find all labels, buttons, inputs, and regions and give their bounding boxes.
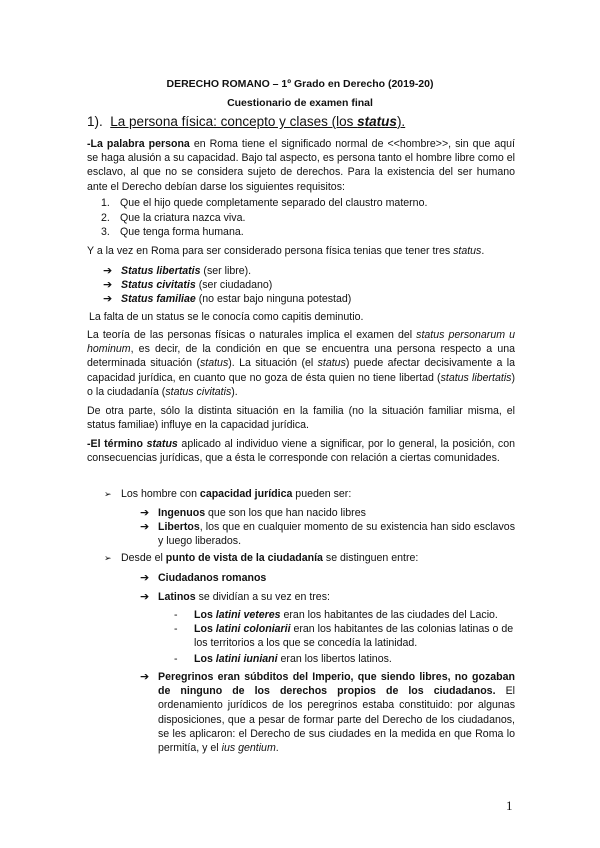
arrow-icon: ➔: [140, 671, 150, 683]
list-item: ➔ Status libertatis (ser libre).: [103, 265, 252, 277]
list-item: ➔ Ciudadanos romanos: [140, 572, 267, 584]
paragraph-status: Y a la vez en Roma para ser considerado persona física tenias que tener tres status.: [87, 245, 485, 257]
paragraph-teoria: La teoría de las personas físicas o naturales implica el examen del status personarum u hominum, es decir, de la condición en que se encuentra una persona respecto a una determinada situación (status). La situación (el status) puede afectar decisivamente a la capacidad jurídica, en cuanto que no goza de ésta quien no tiene libertad (status libertatis) o la ciudadanía (status civitatis).: [87, 329, 516, 398]
arrow-icon: ➔: [140, 572, 150, 584]
paragraph-familia: De otra parte, sólo la distinta situación en la familia (no la situación familiar misma, el status familiae) influye en la capacidad jurídica.: [87, 405, 515, 432]
section-title: La persona física: concepto y clases (los status).: [110, 114, 406, 129]
list-item: ➔ Latinos se dividían a su vez en tres:: [140, 591, 330, 603]
arrow-icon: ➔: [103, 293, 113, 305]
section-heading: [87, 114, 405, 129]
document-subtitle: Cuestionario de examen final: [227, 97, 373, 109]
list-item: ➔ Ingenuos que son los que han nacido libres: [140, 507, 366, 519]
section-number: 1).: [87, 114, 103, 129]
paragraph-capitis: La falta de un status se le conocía como capitis deminutio.: [89, 311, 364, 323]
arrow-icon: ➔: [103, 279, 113, 291]
list-item: 1. Que el hijo quede completamente separado del claustro materno.: [101, 197, 428, 209]
list-item: ➔ Libertos, los que en cualquier momento de su existencia han sido esclavos y luego liberados.: [140, 521, 515, 548]
list-item: - Los latini coloniarii eran los habitantes de las colonias latinas o de los territorios a los que se concedía la latinidad.: [174, 623, 514, 650]
list-item: ➔ Status civitatis (ser ciudadano): [103, 279, 273, 291]
arrow-icon: ➔: [103, 265, 113, 277]
list-item: ➔ Status familiae (no estar bajo ninguna potestad): [103, 293, 352, 305]
triangle-bullet-icon: ➢: [104, 553, 112, 563]
arrow-icon: ➔: [140, 591, 150, 603]
arrow-icon: ➔: [140, 507, 150, 519]
list-item: ➢ Los hombre con capacidad jurídica pueden ser:: [104, 488, 352, 500]
triangle-bullet-icon: ➢: [104, 489, 112, 499]
list-item: 3. Que tenga forma humana.: [101, 226, 244, 238]
paragraph-termino: -El término status aplicado al individuo viene a significar, por lo general, la posición, con consecuencias jurídicas, que a ésta le corresponde con relación a ciertas comunidades.: [87, 438, 515, 465]
arrow-icon: ➔: [140, 521, 150, 533]
list-item: ➢ Desde el punto de vista de la ciudadanía se distinguen entre:: [104, 552, 419, 564]
page-number: 1: [506, 798, 513, 813]
paragraph-persona: -La palabra persona en Roma tiene el significado normal de <<hombre>>, sin que aquí se haga alusión a su capacidad. Bajo tal aspecto, es persona tanto el hombre libre como el esclavo, al que no se considera sujeto de derechos. Para la existencia del ser humano ante el Derecho debían darse los siguientes requisitos:: [87, 138, 515, 193]
list-item: - Los latini iuniani eran los libertos latinos.: [174, 653, 392, 665]
list-item: ➔ Peregrinos eran súbditos del Imperio, que siendo libres, no gozaban de ninguno de los derechos propios de los ciudadanos. El ordenamiento jurídicos de los peregrinos estaba constituido: por algunas disposiciones, que a pesar de formar parte del Derecho de los ciudadanos, se les aplicaron: el Derecho de sus ciudades en la medida en que Roma lo permitía, y el ius gentium.: [140, 671, 515, 755]
list-item: 2. Que la criatura nazca viva.: [101, 212, 246, 224]
document-title: DERECHO ROMANO – 1º Grado en Derecho (2019-20): [166, 78, 434, 90]
list-item: - Los latini veteres eran los habitantes de las ciudades del Lacio.: [174, 609, 498, 621]
